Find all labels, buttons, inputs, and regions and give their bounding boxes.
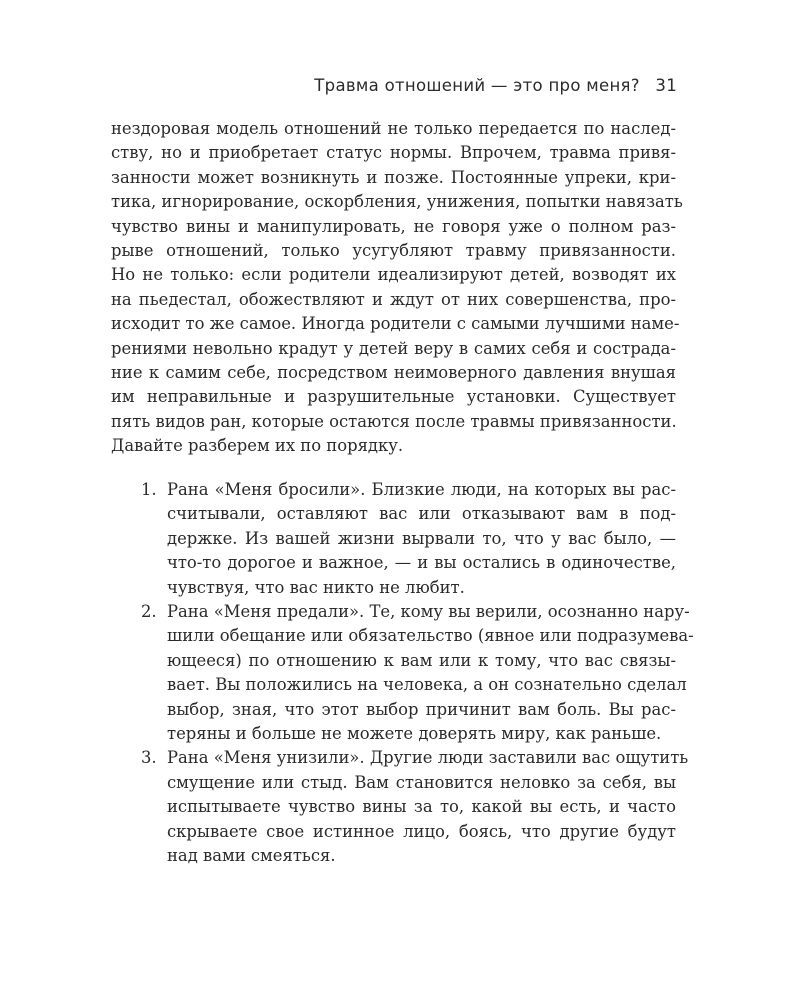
- list-item-number: 3.: [141, 748, 157, 768]
- list-item-line: выбор, зная, что этот выбор причинит вам боль. Вы рас-: [167, 699, 676, 719]
- list-item-line: теряны и больше не можете доверять миру, как раньше.: [167, 724, 662, 744]
- chapter-title: Травма отношений — это про меня?: [314, 76, 640, 95]
- paragraph-line: исходит то же самое. Иногда родители с самыми лучшими наме-: [111, 314, 680, 334]
- list-item-line: чувствуя, что вас никто не любит.: [167, 577, 465, 597]
- paragraph-line: им неправильные и разрушительные установки. Существует: [111, 387, 676, 407]
- list-item-line: считывали, оставляют вас или отказывают вам в под-: [167, 504, 676, 524]
- paragraph-line: пять видов ран, которые остаются после травмы привязанности.: [111, 411, 677, 431]
- list-item-text: [167, 746, 689, 868]
- list-item-line: Рана «Меня предали». Те, кому вы верили, осознанно нару-: [167, 602, 690, 622]
- list-item-line: ющееся) по отношению к вам или к тому, что вас связы-: [167, 650, 676, 670]
- list-item-line: Рана «Меня бросили». Близкие люди, на которых вы рас-: [167, 480, 676, 499]
- list-item-text: [167, 478, 676, 600]
- paragraph-line: чувство вины и манипулировать, не говоря уже о полном раз-: [111, 216, 676, 236]
- page-number: 31: [655, 76, 677, 95]
- list-item-line: испытываете чувство вины за то, какой вы есть, и часто: [167, 797, 676, 817]
- list-item-number: 2.: [141, 602, 157, 622]
- running-head: [314, 76, 677, 95]
- paragraph-line: на пьедестал, обожествляют и ждут от них совершенства, про-: [111, 289, 676, 309]
- list-item-abandoned: [111, 478, 676, 600]
- list-item-humiliated: [111, 746, 689, 868]
- list-item-line: держке. Из вашей жизни вырвали то, что у вас было, —: [167, 528, 676, 548]
- body-paragraph: [111, 117, 683, 459]
- paragraph-line: ству, но и приобретает статус нормы. Впрочем, травма привя-: [111, 143, 676, 163]
- paragraph-line: занности может возникнуть и позже. Постоянные упреки, кри-: [111, 167, 676, 187]
- list-item-text: [167, 600, 694, 746]
- list-item-line: что-то дорогое и важное, — и вы остались в одиночестве,: [167, 553, 676, 573]
- paragraph-line: Давайте разберем их по порядку.: [111, 436, 404, 456]
- list-item-betrayed: [111, 600, 694, 746]
- list-item-line: шили обещание или обязательство (явное или подразумева-: [167, 626, 694, 646]
- wound-list: [111, 478, 694, 869]
- paragraph-line: тика, игнорирование, оскорбления, унижения, попытки навязать: [111, 192, 683, 212]
- list-item-line: скрываете свое истинное лицо, боясь, что другие будут: [167, 821, 676, 841]
- paragraph-line: Но не только: если родители идеализируют детей, возводят их: [111, 265, 676, 285]
- list-item-number: 1.: [141, 480, 157, 499]
- list-item-line: смущение или стыд. Вам становится неловко за себя, вы: [167, 772, 676, 792]
- list-item-line: Рана «Меня унизили». Другие люди заставили вас ощутить: [167, 748, 689, 768]
- paragraph-line: рыве отношений, только усугубляют травму привязанности.: [111, 241, 676, 261]
- paragraph-line: ние к самим себе, посредством неимоверного давления внушая: [111, 363, 676, 383]
- list-item-line: над вами смеяться.: [167, 846, 336, 866]
- paragraph-line: рениями невольно крадут у детей веру в самих себя и сострада-: [111, 338, 676, 358]
- paragraph-line: нездоровая модель отношений не только передается по наслед-: [111, 119, 676, 138]
- list-item-line: вает. Вы положились на человека, а он сознательно сделал: [167, 675, 687, 695]
